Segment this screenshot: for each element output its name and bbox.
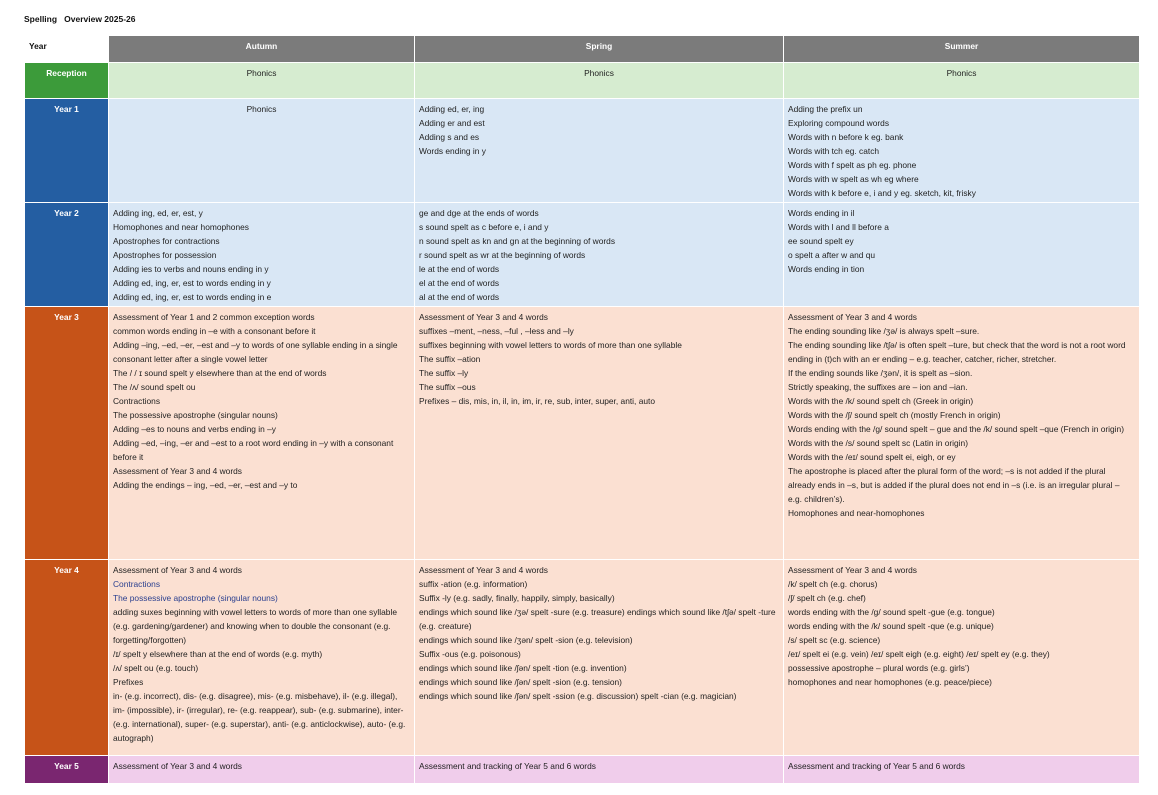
topic-item: Words with l and ll before a [788, 222, 889, 232]
topic-item: endings which sound like /ʃən/ spelt -sion (e.g. tension) [419, 677, 622, 687]
spelling-overview-table [24, 35, 1140, 784]
topic-item: Homophones and near homophones [113, 222, 249, 232]
topic-item: Words with n before k eg. bank [788, 132, 904, 142]
topic-item: le at the end of words [419, 264, 500, 274]
topic-item: adding suxes beginning with vowel letters to words of more than one syllable (e.g. gardening/gardener) and knowing when to double the consonant (e.g. forgetting/forgotten) [113, 607, 397, 645]
topic-item: Assessment of Year 3 and 4 words [419, 565, 548, 575]
topic-item: endings which sound like /ʃən/ spelt -tion (e.g. invention) [419, 663, 627, 673]
topic-item: suffix -ation (e.g. information) [419, 579, 528, 589]
topic-item: Suffix -ous (e.g. poisonous) [419, 649, 521, 659]
topic-item: Assessment and tracking of Year 5 and 6 words [788, 761, 965, 771]
topic-item: Words with f spelt as ph eg. phone [788, 160, 917, 170]
topic-item: Prefixes – dis, mis, in, il, in, im, ir, re, sub, inter, super, anti, auto [419, 396, 655, 406]
topic-item: Assessment of Year 3 and 4 words [113, 761, 242, 771]
spring-cell [415, 203, 784, 307]
topic-item: Words with k before e, i and y eg. sketch, kit, frisky [788, 188, 976, 198]
topic-list [113, 310, 410, 492]
topic-item: /eɪ/ spelt ei (e.g. vein) /eɪ/ spelt eigh (e.g. eight) /eɪ/ spelt ey (e.g. they) [788, 649, 1050, 659]
topic-item: endings which sound like /ʒən/ spelt -sion (e.g. television) [419, 635, 633, 645]
topic-list [419, 310, 779, 408]
topic-item: The suffix –ation [419, 354, 481, 364]
topic-item: /s/ spelt sc (e.g. science) [788, 635, 881, 645]
topic-item: The /ʌ/ sound spelt ou [113, 382, 196, 392]
topic-item: Adding –ing, –ed, –er, –est and –y to words of one syllable ending in a single consonant letter after a single vowel letter [113, 340, 398, 364]
topic-item: Exploring compound words [788, 118, 890, 128]
topic-item: ee sound spelt ey [788, 236, 854, 246]
topic-item: Words with the /s/ sound spelt sc (Latin in origin) [788, 438, 968, 448]
topic-list [788, 310, 1135, 520]
topic-item: el at the end of words [419, 278, 500, 288]
topic-item: n sound spelt as kn and gn at the beginning of words [419, 236, 616, 246]
spring-cell [415, 756, 784, 784]
topic-list [419, 759, 779, 773]
topic-item: Contractions [113, 396, 161, 406]
topic-item: The apostrophe is placed after the plural form of the word; –s is not added if the plural already ends in –s, but is added if the plural does not end in –s (i.e. is an irregular plural – e.g. children’s). [788, 466, 1120, 504]
topic-list [788, 102, 1135, 200]
topic-item: al at the end of words [419, 292, 500, 302]
topic-list [419, 206, 779, 304]
autumn-cell [109, 99, 415, 203]
topic-item: endings which sound like /ʃən/ spelt -ssion (e.g. discussion) spelt -cian (e.g. magician) [419, 691, 737, 701]
topic-item: /ɪ/ spelt y elsewhere than at the end of words (e.g. myth) [113, 649, 323, 659]
topic-item: Assessment of Year 3 and 4 words [113, 466, 242, 476]
row-year-1 [25, 99, 1140, 203]
topic-item: s sound spelt as c before e, i and y [419, 222, 549, 232]
topic-list [113, 66, 410, 80]
topic-item: The possessive apostrophe (singular nouns) [113, 593, 278, 603]
topic-item: Adding er and est [419, 118, 485, 128]
summer-cell [784, 99, 1140, 203]
topic-item: Phonics [584, 68, 614, 78]
autumn-cell [109, 63, 415, 99]
year-label: Year 2 [25, 203, 109, 307]
autumn-cell [109, 560, 415, 756]
autumn-cell [109, 307, 415, 560]
summer-cell [784, 756, 1140, 784]
topic-item: Words with w spelt as wh eg where [788, 174, 919, 184]
row-year-3 [25, 307, 1140, 560]
row-year-2 [25, 203, 1140, 307]
topic-item: Words ending with the /g/ sound spelt – gue and the /k/ sound spelt –que (French in origin) [788, 424, 1124, 434]
topic-item: in- (e.g. incorrect), dis- (e.g. disagree), mis- (e.g. misbehave), il- (e.g. illegal), im- (impossible), ir- (irregular), re- (e.g. reappear), sub- (e.g. submarine), inter- (e.g. international), super- (e.g. superstar), anti- (e.g. anticlockwise), auto- (e.g. autograph) [113, 691, 406, 743]
topic-list [419, 102, 779, 158]
topic-item: Suffix -ly (e.g. sadly, finally, happily, simply, basically) [419, 593, 615, 603]
year-label: Year 5 [25, 756, 109, 784]
topic-item: The ending sounding like /ʒə/ is always spelt –sure. [788, 326, 980, 336]
topic-item: Adding the prefix un [788, 104, 863, 114]
topic-item: Phonics [946, 68, 977, 78]
topic-item: Words ending in y [419, 146, 486, 156]
topic-item: homophones and near homophones (e.g. peace/piece) [788, 677, 992, 687]
topic-list [788, 66, 1135, 80]
topic-item: ge and dge at the ends of words [419, 208, 539, 218]
topic-list [419, 66, 779, 80]
topic-item: words ending with the /k/ sound spelt -que (e.g. unique) [788, 621, 994, 631]
autumn-cell [109, 756, 415, 784]
document-title: Spelling Overview 2025-26 [24, 14, 136, 24]
topic-list [113, 759, 410, 773]
topic-item: Apostrophes for contractions [113, 236, 220, 246]
topic-item: Adding –ed, –ing, –er and –est to a root word ending in –y with a consonant before it [113, 438, 394, 462]
topic-item: Words ending in tion [788, 264, 865, 274]
topic-item: Adding ing, ed, er, est, y [113, 208, 203, 218]
topic-item: Assessment of Year 3 and 4 words [419, 312, 548, 322]
topic-item: o spelt a after w and qu [788, 250, 876, 260]
summer-cell [784, 203, 1140, 307]
year-label: Year 4 [25, 560, 109, 756]
topic-item: words ending with the /g/ sound spelt -gue (e.g. tongue) [788, 607, 995, 617]
topic-item: Adding s and es [419, 132, 480, 142]
spring-cell [415, 99, 784, 203]
topic-list [788, 759, 1135, 773]
topic-list [788, 206, 1135, 276]
topic-item: Phonics [246, 68, 277, 78]
topic-list [419, 563, 779, 703]
year-label: Reception [25, 63, 109, 99]
topic-item: Words with tch eg. catch [788, 146, 880, 156]
topic-list [113, 102, 410, 116]
topic-item: Adding ies to verbs and nouns ending in y [113, 264, 269, 274]
spring-cell [415, 307, 784, 560]
topic-item: Assessment of Year 3 and 4 words [113, 565, 242, 575]
topic-list [113, 563, 410, 745]
topic-item: Strictly speaking, the suffixes are – ion and –ian. [788, 382, 968, 392]
topic-item: The suffix –ous [419, 382, 476, 392]
summer-cell [784, 560, 1140, 756]
topic-item: Words with the /k/ sound spelt ch (Greek in origin) [788, 396, 974, 406]
topic-item: Phonics [246, 104, 277, 114]
topic-item: possessive apostrophe – plural words (e.g. girls’) [788, 663, 970, 673]
spring-cell [415, 63, 784, 99]
spring-column-header: Spring [415, 36, 784, 63]
topic-item: Words with the /eɪ/ sound spelt ei, eigh, or ey [788, 452, 956, 462]
row-reception [25, 63, 1140, 99]
topic-item: The suffix –ly [419, 368, 469, 378]
topic-list [113, 206, 410, 304]
topic-item: Contractions [113, 579, 161, 589]
topic-list [788, 563, 1135, 689]
year-label: Year 1 [25, 99, 109, 203]
topic-item: endings which sound like /ʒə/ spelt -sure (e.g. treasure) endings which sound like /tʃə/ spelt -ture (e.g. creature) [419, 607, 776, 631]
topic-item: suffixes –ment, –ness, –ful , –less and –ly [419, 326, 574, 336]
topic-item: Homophones and near-homophones [788, 508, 925, 518]
topic-item: Adding the endings – ing, –ed, –er, –est and –y to [113, 480, 298, 490]
topic-item: Adding ed, er, ing [419, 104, 485, 114]
topic-item: Apostrophes for possession [113, 250, 217, 260]
summer-cell [784, 63, 1140, 99]
topic-item: r sound spelt as wr at the beginning of words [419, 250, 586, 260]
topic-item: Adding ed, ing, er, est to words ending in e [113, 292, 272, 302]
summer-cell [784, 307, 1140, 560]
topic-item: Adding ed, ing, er, est to words ending in y [113, 278, 271, 288]
topic-item: /ʌ/ spelt ou (e.g. touch) [113, 663, 199, 673]
topic-item: Words ending in il [788, 208, 855, 218]
topic-item: The possessive apostrophe (singular nouns) [113, 410, 278, 420]
topic-item: Adding –es to nouns and verbs ending in –y [113, 424, 276, 434]
spring-cell [415, 560, 784, 756]
topic-item: Assessment of Year 1 and 2 common exception words [113, 312, 315, 322]
year-label: Year 3 [25, 307, 109, 560]
topic-item: common words ending in –e with a consonant before it [113, 326, 316, 336]
row-year-4 [25, 560, 1140, 756]
topic-item: Prefixes [113, 677, 144, 687]
topic-item: The ending sounding like /tʃə/ is often spelt –ture, but check that the word is not a root word ending in (t)ch with an er ending – e.g. teacher, catcher, richer, stretcher. [788, 340, 1126, 364]
topic-item: Words with the /ʃ/ sound spelt ch (mostly French in origin) [788, 410, 1001, 420]
topic-item: Assessment of Year 3 and 4 words [788, 565, 917, 575]
autumn-cell [109, 203, 415, 307]
topic-item: Assessment of Year 3 and 4 words [788, 312, 917, 322]
autumn-column-header: Autumn [109, 36, 415, 63]
year-column-header: Year [25, 36, 109, 63]
summer-column-header: Summer [784, 36, 1140, 63]
row-year-5 [25, 756, 1140, 784]
topic-item: /k/ spelt ch (e.g. chorus) [788, 579, 878, 589]
topic-item: /ʃ/ spelt ch (e.g. chef) [788, 593, 866, 603]
header-row [25, 36, 1140, 63]
topic-item: suffixes beginning with vowel letters to words of more than one syllable [419, 340, 682, 350]
topic-item: The / / ɪ sound spelt y elsewhere than at the end of words [113, 368, 327, 378]
topic-item: If the ending sounds like /ʒən/, it is spelt as –sion. [788, 368, 973, 378]
topic-item: Assessment and tracking of Year 5 and 6 words [419, 761, 596, 771]
